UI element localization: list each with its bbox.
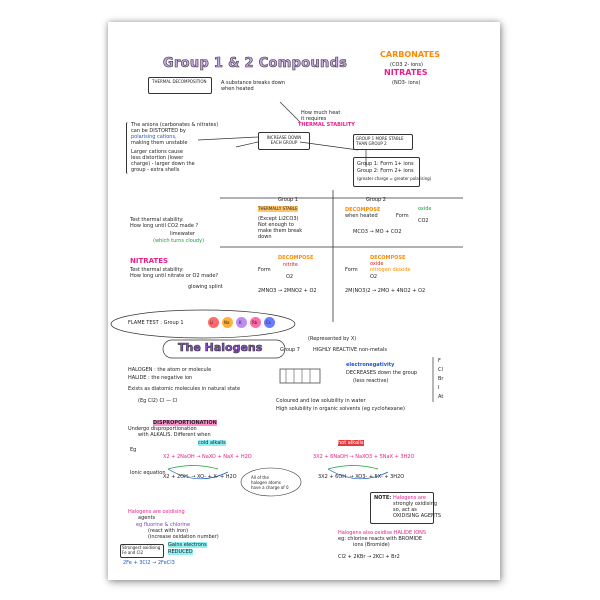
fe-cl2-label: Fe and Cl2 <box>122 550 144 555</box>
oxidising-line3: eg fluorine & chlorine <box>136 522 191 528</box>
nitrate-group1-line2: nitrite <box>283 262 298 268</box>
nitrate-test-1: Test thermal stability: <box>130 267 184 273</box>
thermal-def-line1: A substance breaks down <box>221 80 286 86</box>
oxidising-tag2: REDUCED <box>168 549 193 555</box>
nitrates-section-label: NITRATES <box>130 257 169 265</box>
halogens-less-reactive: (less reactive) <box>353 378 389 384</box>
halogens-solubility-note: High solubility in organic solvents (eg cyclohexane) <box>276 406 405 412</box>
nitrate-group2-line2: oxide <box>370 261 384 267</box>
ionic-label: Ionic equation <box>130 470 166 476</box>
disproportionation-label: DISPROPORTIONATION <box>153 420 217 426</box>
nitrate-group2-line1: Form <box>345 267 358 273</box>
flame-cs-label: Cs <box>266 320 271 325</box>
carbonate-group2-line2: Form <box>396 213 409 219</box>
oxidation-note-3: have a charge of 0 <box>251 485 289 490</box>
carbonate-group1-line2: Not enough to <box>258 222 294 228</box>
disproportionation-line2: with ALKALIS. Different when <box>138 432 211 438</box>
group-ions-3: (greater charge = greater polarising) <box>357 176 432 181</box>
thermal-decomposition-box <box>148 77 212 94</box>
final-equation: 2Fe + 3Cl2 → 2FeCl3 <box>123 560 175 566</box>
cold-alkalis-tag: cold alkalis <box>198 440 226 446</box>
halogens-electronegativity: electronegativity <box>346 362 395 368</box>
oxidation-note-1: All of the <box>251 475 269 480</box>
oxidising-line4: (react with iron) <box>148 528 189 534</box>
halide-reaction-line3: ions (Bromide) <box>353 542 390 548</box>
cold-equation: X2 + 2NaOH → NaXO + NaX + H2O <box>163 454 252 460</box>
note-line1: Halogens are <box>393 495 426 501</box>
halogens-colour-note: Coloured and low solubility in water <box>276 398 366 404</box>
carbonate-group1-line4: down <box>258 234 272 240</box>
halide-reaction-eq: Cl2 + 2KBr → 2KCl + Br2 <box>338 554 400 560</box>
cold-ionic-equation: X2 + 2OH- → XO- + X- + H2O <box>163 474 237 480</box>
halogens-halide-def: HALIDE : the negative ion <box>128 375 193 381</box>
halogens-element-label: (Represented by X) <box>308 336 357 342</box>
group-ions-box <box>353 157 432 187</box>
nitrate-group2-line4: O2 <box>370 274 378 280</box>
thermal-factor-1: How much heat <box>301 110 341 116</box>
carbonate-group2-line3: oxide <box>418 206 432 212</box>
halogens-decreases: DECREASES down the group <box>346 370 418 376</box>
carbonate-group2-eq: MCO3 → MO + CO2 <box>353 229 402 235</box>
note-line4: OXIDISING AGENTS <box>393 513 442 519</box>
carbonate-test-3: limewater <box>170 231 195 237</box>
oxidising-line2: agents <box>138 515 156 521</box>
group-ions-2: Group 2: Form 2+ ions <box>357 168 414 174</box>
thermal-factor-2: it requires <box>301 116 327 122</box>
hot-equation: 3X2 + 6NaOH → NaXO3 + 5NaX + 3H2O <box>313 454 415 460</box>
polarising-line-6: less distortion (lower <box>131 155 184 161</box>
polarising-notes-box <box>126 122 219 174</box>
carbonate-group1-line1: (Except Li2CO3) <box>258 216 299 222</box>
carbonate-group1-line3: make them break <box>258 228 303 234</box>
carbonate-test-1: Test thermal stability: <box>130 217 184 223</box>
nitrate-group1-eq: 2MNO3 → 2MNO2 + O2 <box>258 288 317 294</box>
note-line2: strongly oxidising <box>393 501 438 507</box>
disproportionation-line1: Undergo disproportionation <box>128 426 197 432</box>
group-ions-1: Group 1: Form 1+ ions <box>357 161 414 167</box>
nitrate-group2-tag: DECOMPOSE <box>370 255 406 261</box>
strongest-oxidising-box <box>120 544 164 558</box>
carbonate-group2-tag: DECOMPOSE <box>345 207 381 213</box>
halogens-example: (Eg Cl2) Cl — Cl <box>138 398 178 404</box>
note-label: NOTE: <box>374 495 392 501</box>
carbonate-group2-header: Group 2 <box>366 197 386 203</box>
thermal-stability-label: THERMAL STABILITY <box>298 122 355 128</box>
halogen-key-at: At <box>438 394 444 400</box>
oxidising-tag1: Gains electrons <box>168 542 207 548</box>
flame-rb-label: Rb <box>252 320 258 325</box>
halogens-title: The Halogens <box>178 341 263 354</box>
halide-reaction-line2: eg: chlorine reacts with BROMIDE <box>338 536 422 542</box>
nitrate-group2-line3: nitrogen dioxide <box>370 267 411 273</box>
halogen-key-i: I <box>438 385 440 391</box>
polarising-line-7: charge) - larger down the <box>131 161 195 167</box>
carbonates-label: CARBONATES <box>380 50 441 59</box>
oxidation-note-2: halogen atoms <box>251 480 281 485</box>
hot-alkalis-tag: hot alkalis <box>338 440 364 446</box>
page-title: Group 1 & 2 Compounds <box>163 56 348 71</box>
nitrate-group2-eq: 2M(NO3)2 → 2MO + 4NO2 + O2 <box>345 288 426 294</box>
polarising-line-1: The anions (carbonates & nitrates) <box>131 122 219 128</box>
nitrates-sub: (NO3- ions) <box>392 80 421 86</box>
halogens-group-label: Group 7 <box>280 347 300 353</box>
carbonate-test-2: How long until CO2 made ? <box>130 223 199 229</box>
flame-k-label: K <box>239 320 242 325</box>
carbonate-group1-header: Group 1 <box>278 197 298 203</box>
flame-test-label: FLAME TEST : Group 1 <box>128 320 184 326</box>
thermal-def-line2: when heated <box>221 86 254 92</box>
nitrates-label: NITRATES <box>384 68 428 77</box>
thermal-decomposition-label: THERMAL DECOMPOSITION <box>152 79 207 84</box>
nitrate-group1-line3: O2 <box>286 274 294 280</box>
group1-more-stable-label: GROUP 1 MORE STABLE THAN GROUP 2 <box>356 136 404 146</box>
group1-more-stable-box <box>353 134 413 150</box>
polarising-line-3: polarising cations, <box>131 134 177 140</box>
carbonate-group2-line1: when heated <box>345 213 378 219</box>
carbonates-sub: (CO3 2- ions) <box>390 62 423 68</box>
oxidising-line5: (increase oxidation number) <box>148 534 219 540</box>
halogen-key-cl: Cl <box>438 367 443 373</box>
nitrate-group1-tag: DECOMPOSE <box>278 255 314 261</box>
polarising-line-4: making them unstable <box>131 140 188 146</box>
oxidising-line1: Halogens are oxidising <box>128 509 185 515</box>
flame-na-label: Na <box>224 320 230 325</box>
polarising-line-2: can be DISTORTED by <box>131 128 186 134</box>
halide-reaction-line1: Halogens also oxidise HALIDE IONS <box>338 530 427 536</box>
note-box <box>370 492 442 524</box>
disproportionation-eg: Eg <box>130 447 137 453</box>
polarising-line-5: Larger cations cause <box>131 149 183 155</box>
nitrate-group1-line1: Form <box>258 267 271 273</box>
hot-ionic-equation: 3X2 + 6OH- → XO3- + 5X- + 3H2O <box>318 474 405 480</box>
revision-sheet <box>108 22 500 580</box>
halogen-key-f: F <box>438 358 441 364</box>
halogens-halogen-def: HALOGEN : the atom or molecule <box>128 367 212 373</box>
carbonate-test-4: (which turns cloudy) <box>153 238 205 244</box>
strongest-oxidising-label: Strongest oxidising <box>122 545 161 550</box>
halogens-reactive: HIGHLY REACTIVE non-metals <box>313 347 387 353</box>
increase-down-group-label: INCREASE DOWN EACH GROUP <box>266 135 302 145</box>
halogens-diatomic: Exists as diatomic molecules in natural state <box>128 386 241 392</box>
nitrate-test-2: How long until nitrate or O2 made? <box>130 273 219 279</box>
carbonate-group1-tag: THERMALLY STABLE <box>258 206 298 211</box>
halogen-key-br: Br <box>438 376 444 382</box>
increase-down-group-box <box>258 132 310 150</box>
flame-li-label: Li <box>210 320 214 325</box>
diagram-lines <box>108 22 500 580</box>
polarising-line-8: group - extra shells <box>131 167 180 173</box>
note-line3: so, act as <box>393 507 417 513</box>
nitrate-test-3: glowing splint <box>188 284 223 290</box>
carbonate-group2-line4: CO2 <box>418 218 429 224</box>
